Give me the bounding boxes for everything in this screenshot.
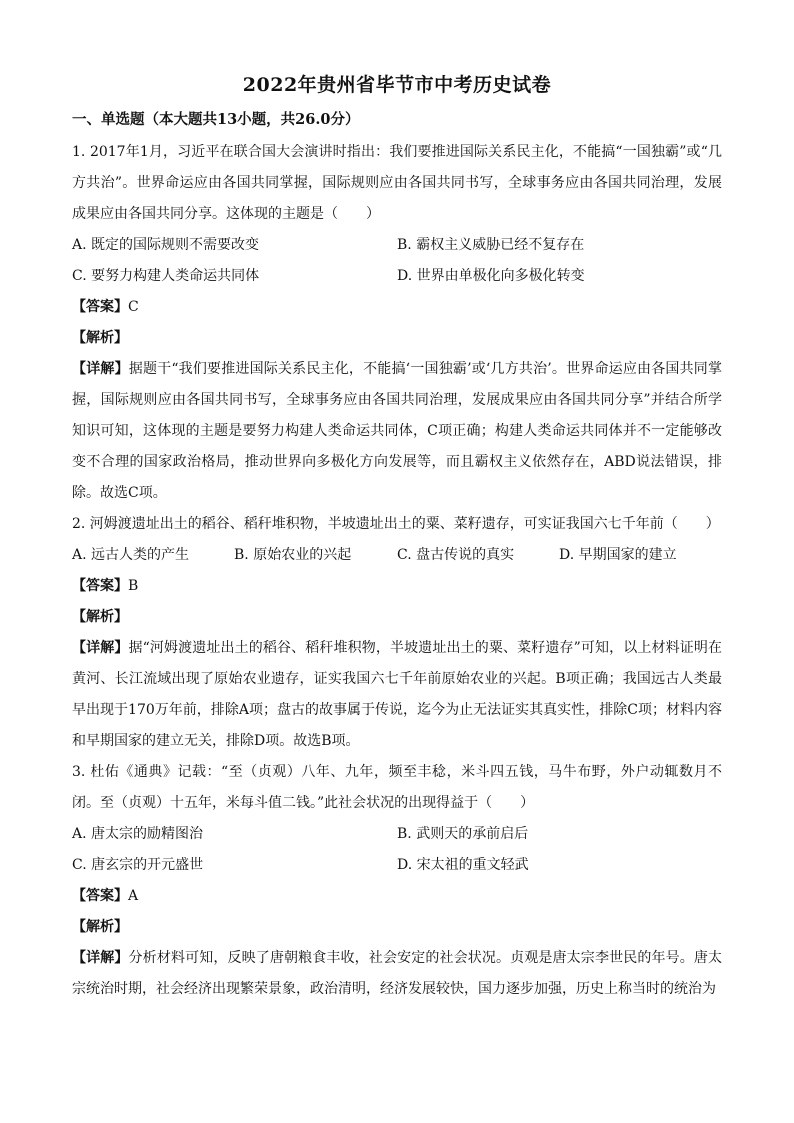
- detail-tag: 【详解】: [72, 950, 129, 966]
- detail-tag: 【详解】: [72, 361, 129, 377]
- question-1-option-a: A. 既定的国际规则不需要改变: [72, 237, 260, 253]
- question-3-option-d: D. 宋太祖的重文轻武: [397, 857, 529, 873]
- answer-tag: 【答案】: [72, 578, 128, 594]
- question-list: [72, 137, 722, 1005]
- question-3-stem: 3. 杜佑《通典》记载：“至（贞观）八年、九年，频至丰稔，米斗四五钱，马牛布野，外户动辄数月不闭。至（贞观）十五年，米每斗值二钱。”此社会状况的出现得益于（ ）: [72, 764, 722, 811]
- question-1-detail: [72, 354, 722, 509]
- question-3-option-b: B. 武则天的承前启后: [397, 826, 529, 842]
- question-2-answer: [72, 571, 722, 602]
- question-2-option-d: D. 早期国家的建立: [559, 547, 677, 563]
- question-2-option-c: C. 盘古传说的真实: [397, 547, 515, 563]
- question-3-detail: [72, 943, 722, 1005]
- question-2-analysis: [72, 602, 722, 633]
- question-1-option-c: C. 要努力构建人类命运共同体: [72, 268, 260, 284]
- question-1-option-b: B. 霸权主义威胁已经不复存在: [397, 237, 585, 253]
- question-2-detail: [72, 633, 722, 757]
- detail-text: 分析材料可知，反映了唐朝粮食丰收，社会安定的社会状况。贞观是唐太宗李世民的年号。唐太宗统治时期，社会经济出现繁荣景象，政治清明，经济发展较快，国力逐步加强，历史上称当时的统治为: [72, 950, 723, 997]
- answer-tag: 【答案】: [72, 299, 128, 315]
- answer-value: A: [128, 888, 139, 904]
- question-3-option-a: A. 唐太宗的励精图治: [72, 826, 204, 842]
- answer-value: B: [128, 578, 139, 594]
- question-1-stem: 1. 2017年1月，习近平在联合国大会演讲时指出：我们要推进国际关系民主化，不能搞“一国独霸”或“几方共治”。世界命运应由各国共同掌握，国际规则应由各国共同书写，全球事务应由各国共同治理，发展成果应由各国共同分享。这体现的主题是（ ）: [72, 144, 722, 222]
- answer-tag: 【答案】: [72, 888, 128, 904]
- question-3-options: [72, 819, 722, 881]
- question-2-option-b: B. 原始农业的兴起: [234, 547, 352, 563]
- question-1-options: [72, 230, 722, 292]
- question-2-option-a: A. 远古人类的产生: [72, 547, 190, 563]
- question-1-answer: [72, 292, 722, 323]
- analysis-tag: 【解析】: [72, 609, 128, 625]
- section-heading: 一、单选题（本大题共13小题，共26.0分）: [72, 111, 360, 128]
- analysis-tag: 【解析】: [72, 919, 128, 935]
- detail-text: 据“河姆渡遗址出土的稻谷、稻秆堆积物，半坡遗址出土的粟、菜籽遗存”可知，以上材料证明在黄河、长江流域出现了原始农业遗存，证实我国六七千年前原始农业的兴起。B项正确；我国远古人类最早出现于170万年前，排除A项；盘古的故事属于传说，迄今为止无法证实其真实性，排除C项；材料内容和早期国家的建立无关，排除D项。故选B项。: [72, 640, 723, 749]
- question-1-option-d: D. 世界由单极化向多极化转变: [397, 268, 585, 284]
- question-2-stem: 2. 河姆渡遗址出土的稻谷、稻秆堆积物，半坡遗址出土的粟、菜籽遗存，可实证我国六七千年前（ ）: [72, 516, 720, 532]
- answer-value: C: [128, 299, 139, 315]
- question-3-answer: [72, 881, 722, 912]
- question-3-analysis: [72, 912, 722, 943]
- detail-tag: 【详解】: [72, 640, 129, 656]
- question-1-analysis: [72, 323, 722, 354]
- detail-text: 据题干“我们要推进国际关系民主化，不能搞‘一国独霸’或‘几方共治’。世界命运应由各国共同掌握，国际规则应由各国共同书写，全球事务应由各国共同治理，发展成果应由各国共同分享”并结合所学知识可知，这体现的主题是要努力构建人类命运共同体，C项正确；构建人类命运共同体并不一定能够改变不合理的国家政治格局，推动世界向多极化方向发展等，而且霸权主义依然存在，ABD说法错误，排除。故选C项。: [72, 361, 722, 501]
- analysis-tag: 【解析】: [72, 330, 128, 346]
- exam-title: 2022年贵州省毕节市中考历史试卷: [242, 74, 552, 96]
- question-2-options: [72, 540, 722, 571]
- question-3-option-c: C. 唐玄宗的开元盛世: [72, 857, 204, 873]
